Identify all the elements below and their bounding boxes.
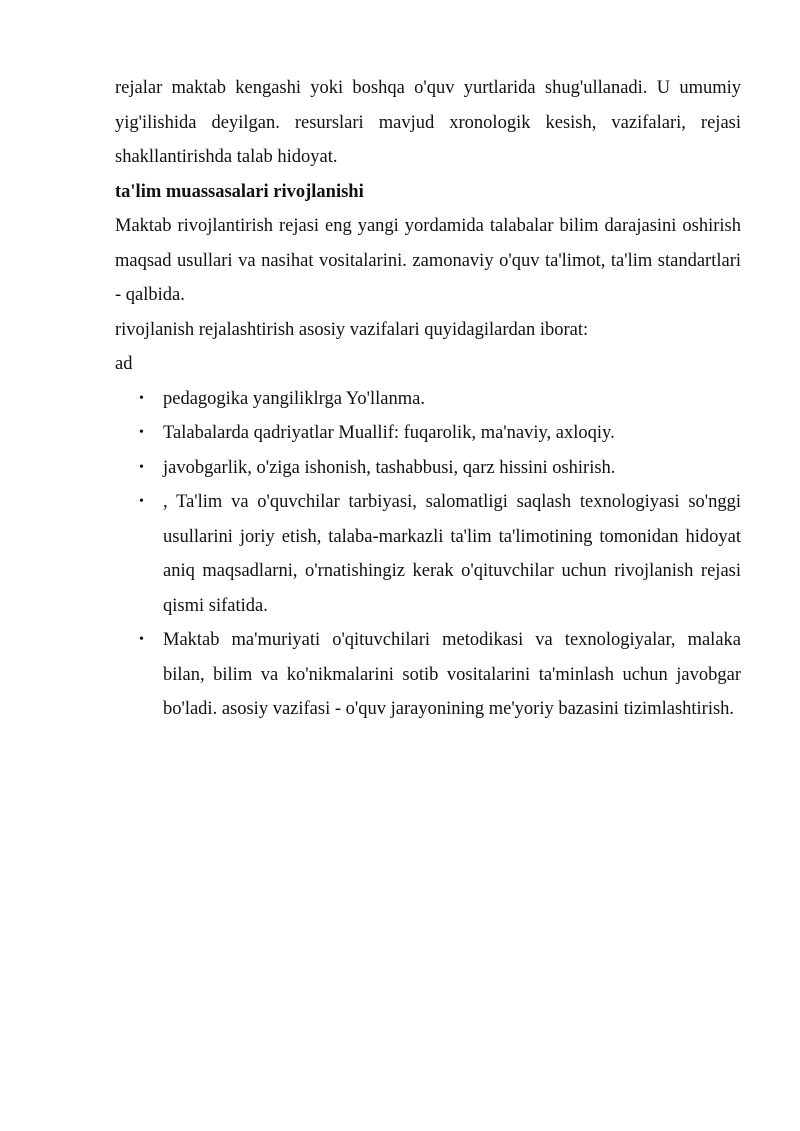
list-item — [115, 416, 741, 451]
bullet-icon: • — [139, 632, 144, 647]
bullet-icon: • — [139, 390, 144, 406]
list-item — [115, 485, 741, 623]
task-list — [115, 382, 741, 727]
stray-text: ad — [115, 354, 133, 374]
body-paragraph: Maktab rivojlantirish rejasi eng yangi yordamida talabalar bilim darajasini oshirish maqsad usullari va nasihat vositalarini. zamonaviy o'quv ta'limot, ta'lim standartlari - qalbida. — [115, 216, 741, 305]
list-item — [115, 382, 741, 417]
list-item-text: Maktab ma'muriyati o'qituvchilari metodikasi va texnologiyalar, malaka bilan, bilim va ko'nikmalarini sotib vositalarini ta'minlash uchun javobgar bo'ladi. asosiy vazifasi - o'quv jarayonining me'yoriy bazasini tizimlashtirish. — [163, 630, 741, 719]
tasks-intro: rivojlanish rejalashtirish asosiy vazifalari quyidagilardan iborat: — [115, 319, 589, 340]
list-item — [115, 451, 741, 486]
document-page — [115, 71, 741, 727]
section-heading: ta'lim muassasalari rivojlanishi — [115, 181, 364, 202]
intro-paragraph: rejalar maktab kengashi yoki boshqa o'quv yurtlarida shug'ullanadi. U umumiy yig'ilishida deyilgan. resurslari mavjud xronologik kesish, vazifalari, rejasi shakllantirishda talab hidoyat. — [115, 78, 741, 167]
bullet-icon: • — [139, 459, 144, 475]
list-item-text: Talabalarda qadriyatlar Muallif: fuqarolik, ma'naviy, axloqiy. — [163, 423, 615, 443]
list-item-text: , Ta'lim va o'quvchilar tarbiyasi, salomatligi saqlash texnologiyasi so'nggi usullarini joriy etish, talaba-markazli ta'lim ta'limotining tomonidan hidoyat aniq maqsadlarni, o'rnatishingiz kerak o'qituvchilar uchun rivojlanish rejasi qismi sifatida. — [163, 492, 741, 616]
list-item — [115, 623, 741, 727]
list-item-text: javobgarlik, o'ziga ishonish, tashabbusi, qarz hissini oshirish. — [163, 457, 616, 478]
bullet-icon: • — [139, 494, 144, 509]
bullet-icon: • — [139, 425, 144, 440]
list-item-text: pedagogika yangiliklrga Yo'llanma. — [163, 388, 425, 409]
